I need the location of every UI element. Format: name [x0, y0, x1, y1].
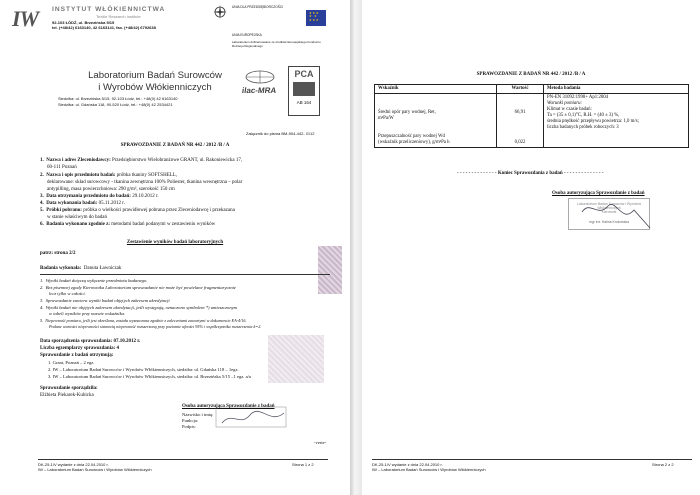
footer-line — [38, 459, 328, 460]
report-page-2 — [362, 0, 700, 495]
eu-line: UNIA EUROPEJSKA — [232, 33, 262, 37]
footer-left-2: IW – Laboratorium Badań Surowców i Wyrobów Włókienniczych — [372, 467, 486, 472]
item-2b: deklarowane: skład surowcowy - tkanina zewnętrzna 100% Poliester, tkanina wewnętrzna – polar — [47, 180, 243, 185]
end-text: - - - - - - - - - - - - - - Koniec Sprawozdania z badań - - - - - - - - - - - - - - — [457, 171, 604, 176]
table-header-row — [375, 85, 689, 94]
table-row — [375, 94, 689, 148]
recipient: 3. IW – Laboratorium Badań Surowców i Wyrobów Włókienniczych, siedziba: ul. Brzezińska 5/15 –1 egz. a/a — [48, 374, 251, 379]
summary-title: Zestawienie wyników badań laboratoryjnych — [126, 240, 224, 245]
institute-name: INSTYTUT WŁÓKIENNICTWA — [52, 6, 166, 13]
ab-number: AB 164 — [296, 100, 312, 105]
indicator-cell: Średni opór pary wodnej, Ret, m²Pa/W Przepuszczalność pary wodnej Wd (wskaźnik przeliczeniowy), g/m²Pa h — [375, 94, 497, 148]
attachment-ref: Załącznik do pisma BM-904-442- G/12 — [246, 131, 315, 136]
item-2c: antypilling, masa powierzchniowa: 290 g/m², szerokość 150 cm — [47, 187, 175, 192]
institute-phones: tel. (+48/42) 6163140, 42 6163141, fax. (+48/42) 6792638 — [52, 25, 156, 30]
eu-fund-text: Laboratorium dofinansowane ze środków Europejskiego Funduszu Rozwoju Regionalnego — [232, 40, 321, 48]
compass-icon — [213, 5, 227, 19]
page-number-2: Strona 2 z 2 — [652, 462, 674, 467]
divider — [40, 274, 330, 275]
col-method: Metoda badania — [544, 85, 689, 94]
institute-logo: IW — [12, 6, 39, 31]
eu-flag-icon — [306, 10, 326, 26]
method-cell: PN-EN 31092:1998+ Ap1:2004 Warunki pomiaru: Klimat w czasie badań: Ta = (35 ± 0,1)°C, R.H. = (40 ± 3) %, średnia prędkość przepływu powietrza: 1,0 m/s; liczba badanych próbek roboczych: 3 — [544, 94, 689, 148]
item-5b: w stanie właściwym do badań — [47, 215, 107, 220]
side-stamp — [318, 246, 342, 294]
signature — [576, 198, 656, 232]
globe-icon — [244, 70, 276, 84]
copies: Liczba egzemplarzy sprawozdania: 4 — [40, 346, 120, 351]
recipient: 2. IW – Laboratorium Badań Surowców i Wyrobów Włókienniczych, siedziba: ul. Gdańska 118 – 1egz. — [48, 367, 239, 372]
received-by: Sprawozdanie z badań otrzymują: — [40, 353, 114, 358]
note: 1. Wyniki badań dotyczą wyłącznie przedmiotu badanego. — [40, 278, 148, 283]
page-ref: patrz: strona 2/2 — [40, 251, 76, 256]
authorized-title: Osoba autoryzująca Sprawozdanie z badań — [182, 404, 275, 409]
pca-logo: PCA — [294, 69, 314, 79]
page-number: Strona 1 z 2 — [292, 462, 314, 467]
item-5: 5. Próbki pobrano: próbka o wielkości prawidłowej pobrana przez Zleceniodawcę i przekazana — [40, 208, 235, 213]
item-2: 2. Nazwa i opis przedmiotu badań: próbka tkaniny SOFTSHELL, — [40, 173, 178, 178]
auth-field: Podpis: — [182, 424, 196, 429]
round-stamp — [268, 335, 324, 383]
note: w tabeli wyników przy nazwie wskaźnika. — [49, 311, 126, 316]
note: 4. Wyniki badań nie objętych zakresem akredytacji, jeśli występują, oznaczono symbolem *) umieszczonym — [40, 305, 237, 310]
note: 2. Bez pisemnej zgody Kierownika Laboratorium sprawozdanie nie może być powielane fragmentarycznie — [40, 285, 236, 290]
results-table — [374, 84, 689, 148]
seat-1: Siedziba: ul. Brzezińska 5/15, 92-103 Łódź, tel.: +48(0) 42 6163140 — [58, 96, 178, 101]
stamp-name: mgr inż. Halina Krokowska — [588, 220, 630, 224]
item-1: 1. Nazwa i adres Zleceniodawcy: Przedsiębiorstwo Wielobranżowe GRANT, ul. Rakoniewicka 17, — [40, 158, 243, 163]
prepared-label: Sprawozdanie sporządziła: — [40, 386, 98, 391]
report-title-2: SPRAWOZDANIE Z BADAŃ NR 442 / 2012 /B / A — [476, 72, 586, 77]
item-6: 6. Badania wykonano zgodnie z: metodami badań podanymi w zestawieniu wyników — [40, 222, 216, 227]
seat-2: Siedziba: ul. Gdańska 118, 90-520 Łódź, tel.: +48(0) 42 2534421 — [58, 102, 173, 107]
item-4: 4. Data wykonania badań: 05.11.2012 r. — [40, 201, 125, 206]
done-by: Badania wykonała: Danuta Ławniczak — [40, 266, 122, 271]
footer-line-2 — [372, 459, 692, 460]
recipient: 1. Grant, Poznań – 2 egz. — [48, 360, 95, 365]
auth-field: Funkcja: — [182, 418, 199, 423]
authorized-title-2: Osoba autoryzująca Sprawozdanie z badań — [552, 191, 645, 196]
footer-left: DK-25-1/V wydanie z dnia 22.04.2010 r. — [372, 462, 443, 467]
note: 5. Niepewność pomiaru, jeśli jest określona, została wyznaczona zgodnie z zaleceniami zawartymi w dokumencie EA-4/16. — [40, 318, 247, 323]
col-indicator: Wskaźnik — [375, 85, 497, 94]
note: Podane wartości niepewności stanowią niepewność rozszerzoną przy poziomie ufności 95% i współczynniku rozszerzenia k=2. — [49, 324, 262, 329]
auth-field: Nazwisko i imię: — [182, 412, 214, 417]
value-cell: 66,91 0,022 — [497, 94, 544, 148]
col-value: Wartość — [497, 85, 544, 94]
footer-left: DK-25-1/V wydanie z dnia 22.04.2010 r. — [38, 462, 109, 467]
stamp-lab: Laboratorium Badań Surowców i Wyrobów Włókienniczych — [576, 202, 642, 210]
item-1b: 60-111 Poznań — [47, 165, 77, 170]
note: lecz tylko w całości. — [49, 291, 86, 296]
item-3: 3. Data otrzymania przedmiotu do badań: 29.10.2012 r. — [40, 194, 159, 199]
prepared-name: Elżbieta Piekarek-Kubicka — [40, 393, 94, 398]
eu-program-text: UNIA DLA PRZEDSIĘBIORCZOŚCI — [232, 5, 284, 9]
page-gap — [350, 0, 362, 495]
institute-address: 92-103 ŁÓDŹ, ul. Brzezińska 5/15 — [52, 20, 115, 25]
pca-badge — [288, 66, 320, 116]
verte: -verte- — [314, 440, 327, 445]
ilac-mra-logo: ilac-MRA — [241, 86, 277, 95]
pca-mark-icon — [293, 82, 315, 96]
lab-title-2: i Wyrobów Włókienniczych — [98, 82, 212, 93]
institute-sub: Textile Research Institute — [96, 14, 141, 19]
lab-title-1: Laboratorium Badań Surowców — [88, 70, 222, 81]
prep-date: Data sporządzenia sprawozdania: 07.10.2012 r. — [40, 339, 141, 344]
signature-stamp — [210, 405, 300, 433]
stamp-role: Kierownik — [601, 210, 617, 214]
footer-left-2: IW – Laboratorium Badań Surowców i Wyrobów Włókienniczych — [38, 467, 152, 472]
report-title: SPRAWOZDANIE Z BADAŃ NR 442 / 2012 /B / A — [120, 143, 230, 148]
note: 3. Sprawozdanie zawiera wyniki badań objętych zakresem akredytacji — [40, 298, 170, 303]
